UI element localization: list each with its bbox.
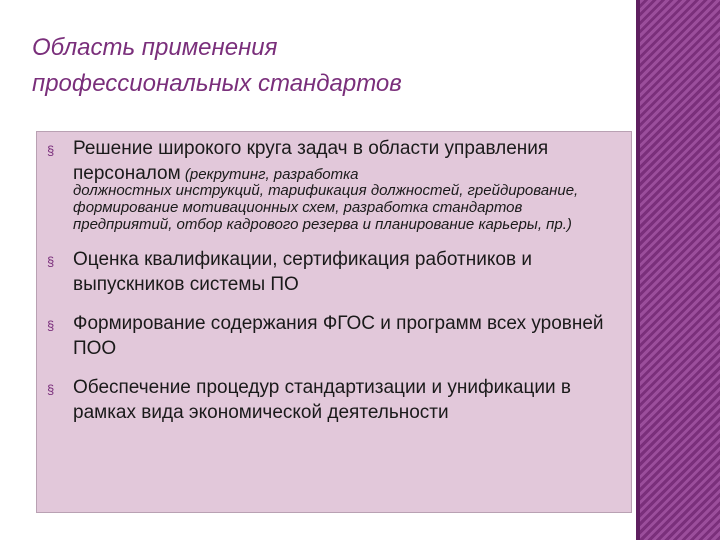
bullet-marker-icon: § (47, 382, 55, 397)
slide-title-line2: профессиональных стандартов (32, 70, 402, 97)
bullet-marker-icon: § (47, 254, 55, 269)
bullet-1-detail-inline: (рекрутинг, разработка (180, 166, 359, 183)
slide-title (32, 30, 622, 102)
bullet-1-main: Решение широкого круга задач в области управления персоналом (73, 138, 549, 184)
bullet-marker-icon: § (47, 318, 55, 333)
bullet-4-main: Обеспечение процедур стандартизации и унификации в рамках вида экономической деятельности (73, 377, 571, 423)
bullet-list (47, 136, 617, 439)
bullet-item-4 (47, 375, 617, 425)
bullet-item-1 (47, 136, 617, 233)
decorative-side-band (640, 0, 720, 540)
bullet-2-main: Оценка квалификации, сертификация работников и выпускников системы ПО (73, 249, 532, 295)
bullet-1-detail: должностных инструкций, тарификация должностей, грейдирование, формирование мотивационных схем, разработка стандартов предприятий, отбор кадрового резерва и планирование карьеры, пр.) (73, 182, 579, 233)
slide-title-line1: Область применения (32, 34, 278, 61)
bullet-marker-icon: § (47, 143, 55, 158)
bullet-item-2 (47, 247, 617, 297)
bullet-item-3 (47, 311, 617, 361)
bullet-3-main: Формирование содержания ФГОС и программ всех уровней ПОО (73, 313, 604, 359)
content-box (36, 131, 632, 513)
